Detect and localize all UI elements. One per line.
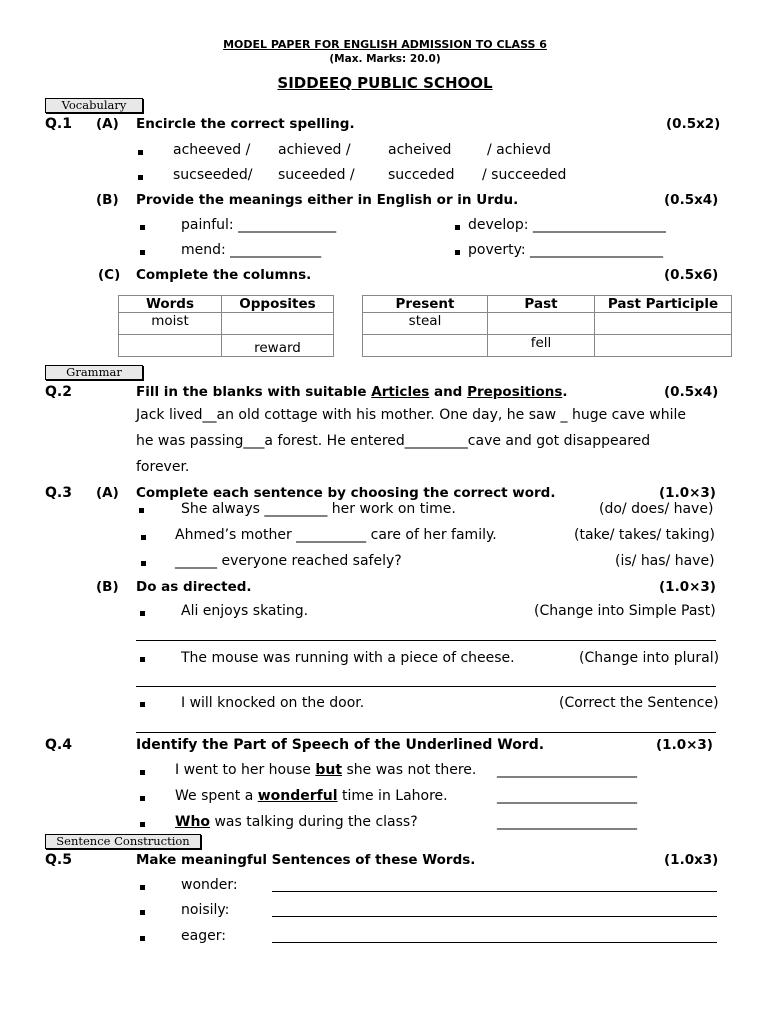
q3b-marks: (1.0×3) bbox=[659, 579, 716, 595]
q3-number: Q.3 bbox=[45, 485, 72, 501]
spelling-option: acheeved / bbox=[173, 142, 251, 158]
choice-sentence: She always _________ her work on time. bbox=[181, 501, 456, 517]
q3b-label: (B) bbox=[96, 579, 119, 595]
q4-number: Q.4 bbox=[45, 737, 72, 753]
bullet bbox=[140, 657, 145, 662]
q3b-instruction: Do as directed. bbox=[136, 579, 252, 595]
direction: (Change into plural) bbox=[579, 650, 720, 666]
table-cell: moist bbox=[119, 313, 222, 335]
table-cell[interactable] bbox=[119, 335, 222, 357]
sentence-word: eager: bbox=[181, 928, 226, 944]
meaning-item: mend: _____________ bbox=[181, 242, 322, 258]
table-cell[interactable] bbox=[595, 335, 732, 357]
opposites-table bbox=[118, 295, 334, 357]
bullet bbox=[455, 225, 460, 230]
meaning-item: develop: ___________________ bbox=[468, 217, 666, 233]
table-header: Opposites bbox=[222, 296, 334, 313]
bullet bbox=[139, 508, 144, 513]
q3a-label: (A) bbox=[96, 485, 119, 501]
underlined-word: Who bbox=[175, 814, 211, 830]
bullet bbox=[140, 611, 145, 616]
underlined-word: wonderful bbox=[257, 788, 338, 804]
direction: (Change into Simple Past) bbox=[534, 603, 716, 619]
directed-sentence: I will knocked on the door. bbox=[181, 695, 365, 711]
bullet bbox=[138, 175, 143, 180]
table-cell: fell bbox=[488, 335, 595, 357]
choice-sentence: Ahmed’s mother __________ care of her family. bbox=[175, 527, 497, 543]
answer-line[interactable] bbox=[136, 686, 716, 687]
max-marks: (Max. Marks: 20.0) bbox=[329, 53, 441, 65]
q3a-instruction: Complete each sentence by choosing the correct word. bbox=[136, 485, 556, 501]
spelling-option: / succeeded bbox=[482, 167, 567, 183]
direction: (Correct the Sentence) bbox=[559, 695, 719, 711]
bullet bbox=[455, 250, 460, 255]
meaning-item: poverty: ___________________ bbox=[468, 242, 664, 258]
bullet bbox=[140, 770, 145, 775]
table-cell[interactable] bbox=[488, 313, 595, 335]
table-header: Present bbox=[363, 296, 488, 313]
school-name: SIDDEEQ PUBLIC SCHOOL bbox=[277, 74, 493, 92]
section-tag-grammar: Grammar bbox=[45, 365, 143, 380]
paper-title: MODEL PAPER FOR ENGLISH ADMISSION TO CLASS 6 bbox=[223, 38, 547, 51]
answer-blank[interactable]: ____________________ bbox=[497, 762, 637, 778]
section-tag-vocabulary: Vocabulary bbox=[45, 98, 143, 113]
prepositions-word: Prepositions bbox=[467, 384, 563, 400]
choice-options: (is/ has/ have) bbox=[615, 553, 715, 569]
answer-blank[interactable]: ____________________ bbox=[497, 788, 637, 804]
table-header: Words bbox=[119, 296, 222, 313]
q3a-marks: (1.0×3) bbox=[659, 485, 716, 501]
bullet bbox=[140, 910, 145, 915]
q1a-marks: (0.5x2) bbox=[666, 116, 721, 132]
q1a-instruction: Encircle the correct spelling. bbox=[136, 116, 355, 132]
section-tag-sentence-construction: Sentence Construction bbox=[45, 834, 201, 849]
table-cell[interactable] bbox=[363, 335, 488, 357]
q4-instruction: Identify the Part of Speech of the Underlined Word. bbox=[136, 737, 545, 753]
table-header: Past bbox=[488, 296, 595, 313]
directed-sentence: Ali enjoys skating. bbox=[181, 603, 309, 619]
articles-word: Articles bbox=[371, 384, 430, 400]
spelling-option: / achievd bbox=[487, 142, 551, 158]
q5-instruction: Make meaningful Sentences of these Words. bbox=[136, 852, 476, 868]
pos-sentence: I went to her house but she was not there. bbox=[175, 762, 477, 778]
spelling-option: achieved / bbox=[278, 142, 351, 158]
pos-sentence: Who was talking during the class? bbox=[175, 814, 418, 830]
q1b-instruction: Provide the meanings either in English or in Urdu. bbox=[136, 192, 519, 208]
spelling-option: suceeded / bbox=[278, 167, 355, 183]
q2-passage-line: forever. bbox=[136, 459, 190, 475]
q2-instruction: Fill in the blanks with suitable Articles and Prepositions. bbox=[136, 384, 568, 400]
table-cell: reward bbox=[222, 335, 334, 357]
bullet bbox=[140, 796, 145, 801]
answer-blank[interactable]: ____________________ bbox=[497, 814, 637, 830]
table-header: Past Participle bbox=[595, 296, 732, 313]
answer-line[interactable] bbox=[136, 732, 716, 733]
q2-passage-line: Jack lived__an old cottage with his mother. One day, he saw _ huge cave while bbox=[136, 407, 687, 423]
bullet bbox=[140, 225, 145, 230]
q1a-label: (A) bbox=[96, 116, 119, 132]
meaning-item: painful: ______________ bbox=[181, 217, 337, 233]
answer-line[interactable] bbox=[272, 916, 717, 917]
bullet bbox=[140, 822, 145, 827]
table-cell[interactable] bbox=[595, 313, 732, 335]
q1b-label: (B) bbox=[96, 192, 119, 208]
bullet bbox=[140, 702, 145, 707]
q5-number: Q.5 bbox=[45, 852, 72, 868]
bullet bbox=[140, 936, 145, 941]
q1c-marks: (0.5x6) bbox=[664, 267, 719, 283]
spelling-option: sucseeded/ bbox=[173, 167, 253, 183]
pos-sentence: We spent a wonderful time in Lahore. bbox=[175, 788, 448, 804]
q1c-label: (C) bbox=[98, 267, 121, 283]
q1b-marks: (0.5x4) bbox=[664, 192, 719, 208]
choice-options: (do/ does/ have) bbox=[599, 501, 714, 517]
q1c-instruction: Complete the columns. bbox=[136, 267, 312, 283]
answer-line[interactable] bbox=[136, 640, 716, 641]
bullet bbox=[138, 150, 143, 155]
sentence-word: wonder: bbox=[181, 877, 238, 893]
sentence-word: noisily: bbox=[181, 902, 230, 918]
q2-marks: (0.5x4) bbox=[664, 384, 719, 400]
choice-options: (take/ takes/ taking) bbox=[574, 527, 715, 543]
bullet bbox=[140, 885, 145, 890]
underlined-word: but bbox=[315, 762, 343, 778]
q5-marks: (1.0x3) bbox=[664, 852, 719, 868]
choice-sentence: ______ everyone reached safely? bbox=[175, 553, 402, 569]
table-cell: steal bbox=[363, 313, 488, 335]
q2-number: Q.2 bbox=[45, 384, 72, 400]
answer-line[interactable] bbox=[272, 942, 717, 943]
directed-sentence: The mouse was running with a piece of cheese. bbox=[181, 650, 515, 666]
q4-marks: (1.0×3) bbox=[656, 737, 713, 753]
spelling-option: acheived bbox=[388, 142, 452, 158]
table-cell[interactable] bbox=[222, 313, 334, 335]
bullet bbox=[140, 250, 145, 255]
verb-forms-table bbox=[362, 295, 732, 357]
q1-number: Q.1 bbox=[45, 116, 72, 132]
answer-line[interactable] bbox=[272, 891, 717, 892]
spelling-option: succeded bbox=[388, 167, 455, 183]
bullet bbox=[141, 561, 146, 566]
q2-passage-line: he was passing___a forest. He entered_________cave and got disappeared bbox=[136, 433, 651, 449]
bullet bbox=[141, 535, 146, 540]
